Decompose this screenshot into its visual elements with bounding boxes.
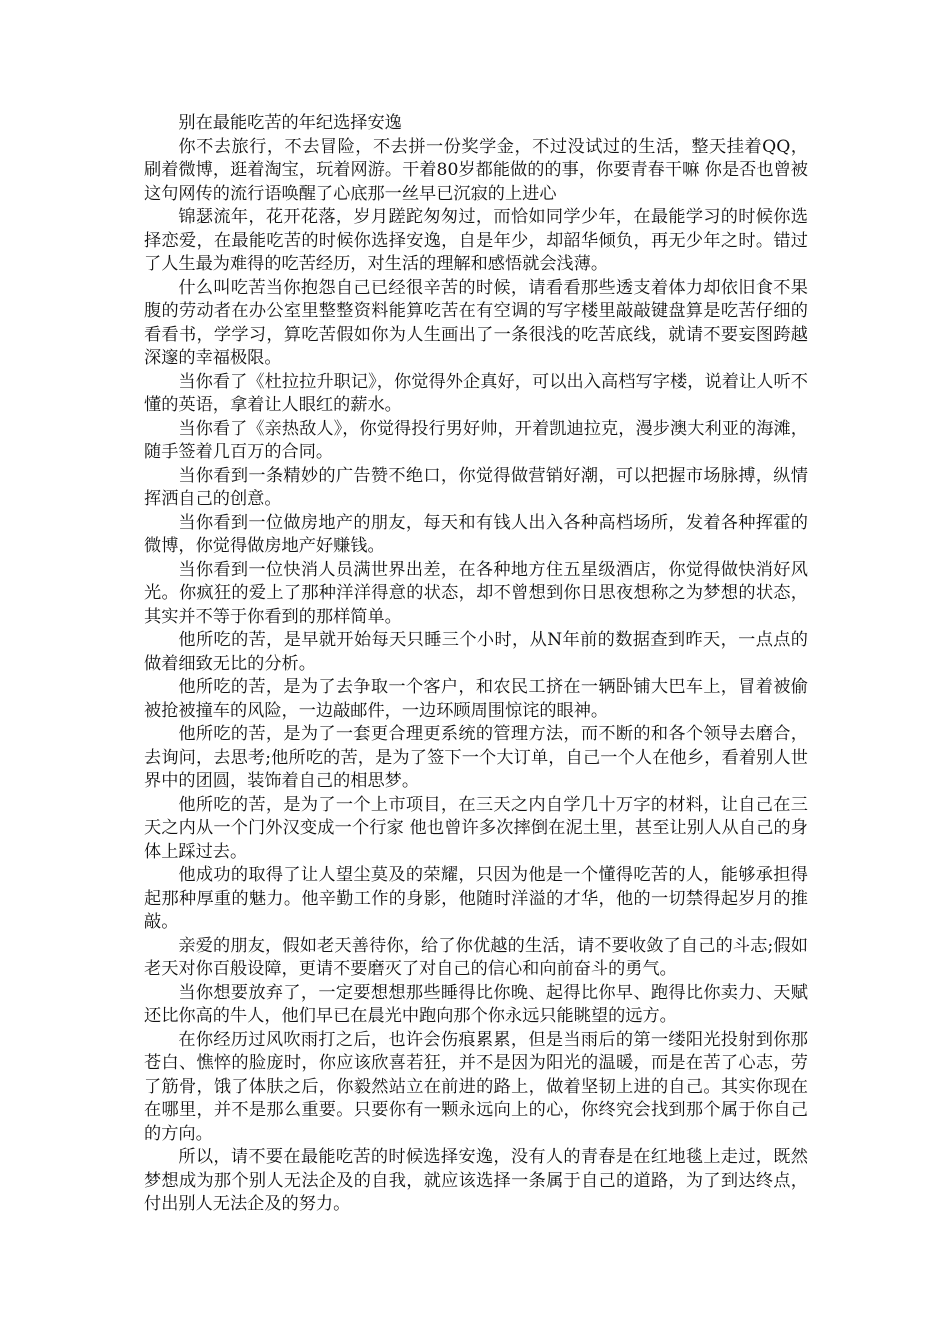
paragraph: 当你看到一位快消人员满世界出差，在各种地方住五星级酒店，你觉得做快消好风光。你疯狂的爱上了那种洋洋得意的状态，却不曾想到你日思夜想称之为梦想的状态，其实并不等于你看到的那样简单。 (144, 559, 808, 627)
paragraph: 他所吃的苦，是为了去争取一个客户，和农民工挤在一辆卧铺大巴车上，冒着被偷被抢被撞车的风险，一边敲邮件，一边环顾周围惊诧的眼神。 (144, 677, 808, 721)
document-title: 别在最能吃苦的年纪选择安逸 (178, 113, 402, 133)
paragraph: 亲爱的朋友，假如老天善待你，给了你优越的生活，请不要收敛了自己的斗志;假如老天对你百般设障，更请不要磨灭了对自己的信心和向前奋斗的勇气。 (144, 935, 808, 979)
paragraph: 你不去旅行，不去冒险，不去拼一份奖学金，不过没试过的生活，整天挂着QQ，刷着微博，逛着淘宝，玩着网游。干着80岁都能做的的事，你要青春干嘛 你是否也曾被这句网传的流行语唤醒了心底那一丝早已沉寂的上进心 (144, 136, 808, 204)
paragraph: 当你看到一条精妙的广告赞不绝口，你觉得做营销好潮，可以把握市场脉搏，纵情挥洒自己的创意。 (144, 465, 808, 509)
paragraph: 当你看了《亲热敌人》，你觉得投行男好帅，开着凯迪拉克，漫步澳大利亚的海滩，随手签着几百万的合同。 (144, 418, 808, 462)
paragraph: 锦瑟流年，花开花落，岁月蹉跎匆匆过，而恰如同学少年，在最能学习的时候你选择恋爱，在最能吃苦的时候你选择安逸，自是年少，却韶华倾负，再无少年之时。错过了人生最为难得的吃苦经历，对生活的理解和感悟就会浅薄。 (144, 207, 808, 274)
paragraph: 什么叫吃苦当你抱怨自己已经很辛苦的时候，请看看那些透支着体力却依旧食不果腹的劳动者在办公室里整整资料能算吃苦在有空调的写字楼里敲敲键盘算是吃苦仔细的看看书，学学习，算吃苦假如你为人生画出了一条很浅的吃苦底线，就请不要妄图跨越深邃的幸福极限。 (144, 277, 808, 368)
paragraph: 当你想要放弃了，一定要想想那些睡得比你晚、起得比你早、跑得比你卖力、天赋还比你高的牛人，他们早已在晨光中跑向那个你永远只能眺望的远方。 (144, 982, 808, 1026)
paragraph: 他所吃的苦，是为了一套更合理更系统的管理方法，而不断的和各个领导去磨合，去询问，去思考;他所吃的苦，是为了签下一个大订单，自己一个人在他乡，看着别人世界中的团圆，装饰着自己的相思梦。 (144, 724, 808, 791)
paragraph: 当你看了《杜拉拉升职记》，你觉得外企真好，可以出入高档写字楼，说着让人听不懂的英语，拿着让人眼红的薪水。 (144, 371, 808, 415)
paragraph: 所以，请不要在最能吃苦的时候选择安逸，没有人的青春是在红地毯上走过，既然梦想成为那个别人无法企及的自我，就应该选择一条属于自己的道路，为了到达终点，付出别人无法企及的努力。 (144, 1147, 808, 1214)
paragraph: 当你看到一位做房地产的朋友，每天和有钱人出入各种高档场所，发着各种挥霍的微博，你觉得做房地产好赚钱。 (144, 512, 808, 556)
paragraph: 他成功的取得了让人望尘莫及的荣耀，只因为他是一个懂得吃苦的人，能够承担得起那种厚重的魅力。他辛勤工作的身影，他随时洋溢的才华，他的一切禁得起岁月的推敲。 (144, 865, 808, 932)
paragraph: 他所吃的苦，是为了一个上市项目，在三天之内自学几十万字的材料，让自己在三天之内从一个门外汉变成一个行家 他也曾许多次摔倒在泥土里，甚至让别人从自己的身体上踩过去。 (144, 794, 808, 862)
paragraph: 在你经历过风吹雨打之后，也许会伤痕累累，但是当雨后的第一缕阳光投射到你那苍白、憔悴的脸庞时，你应该欣喜若狂，并不是因为阳光的温暖，而是在苦了心志，劳了筋骨，饿了体肤之后，你毅然站立在前进的路上，做着坚韧上进的自己。其实你现在在哪里，并不是那么重要。只要你有一颗永远向上的心，你终究会找到那个属于你自己的方向。 (144, 1029, 808, 1144)
paragraph: 他所吃的苦，是早就开始每天只睡三个小时，从N年前的数据查到昨天，一点点的做着细致无比的分析。 (144, 630, 808, 674)
document-body (144, 112, 808, 1217)
